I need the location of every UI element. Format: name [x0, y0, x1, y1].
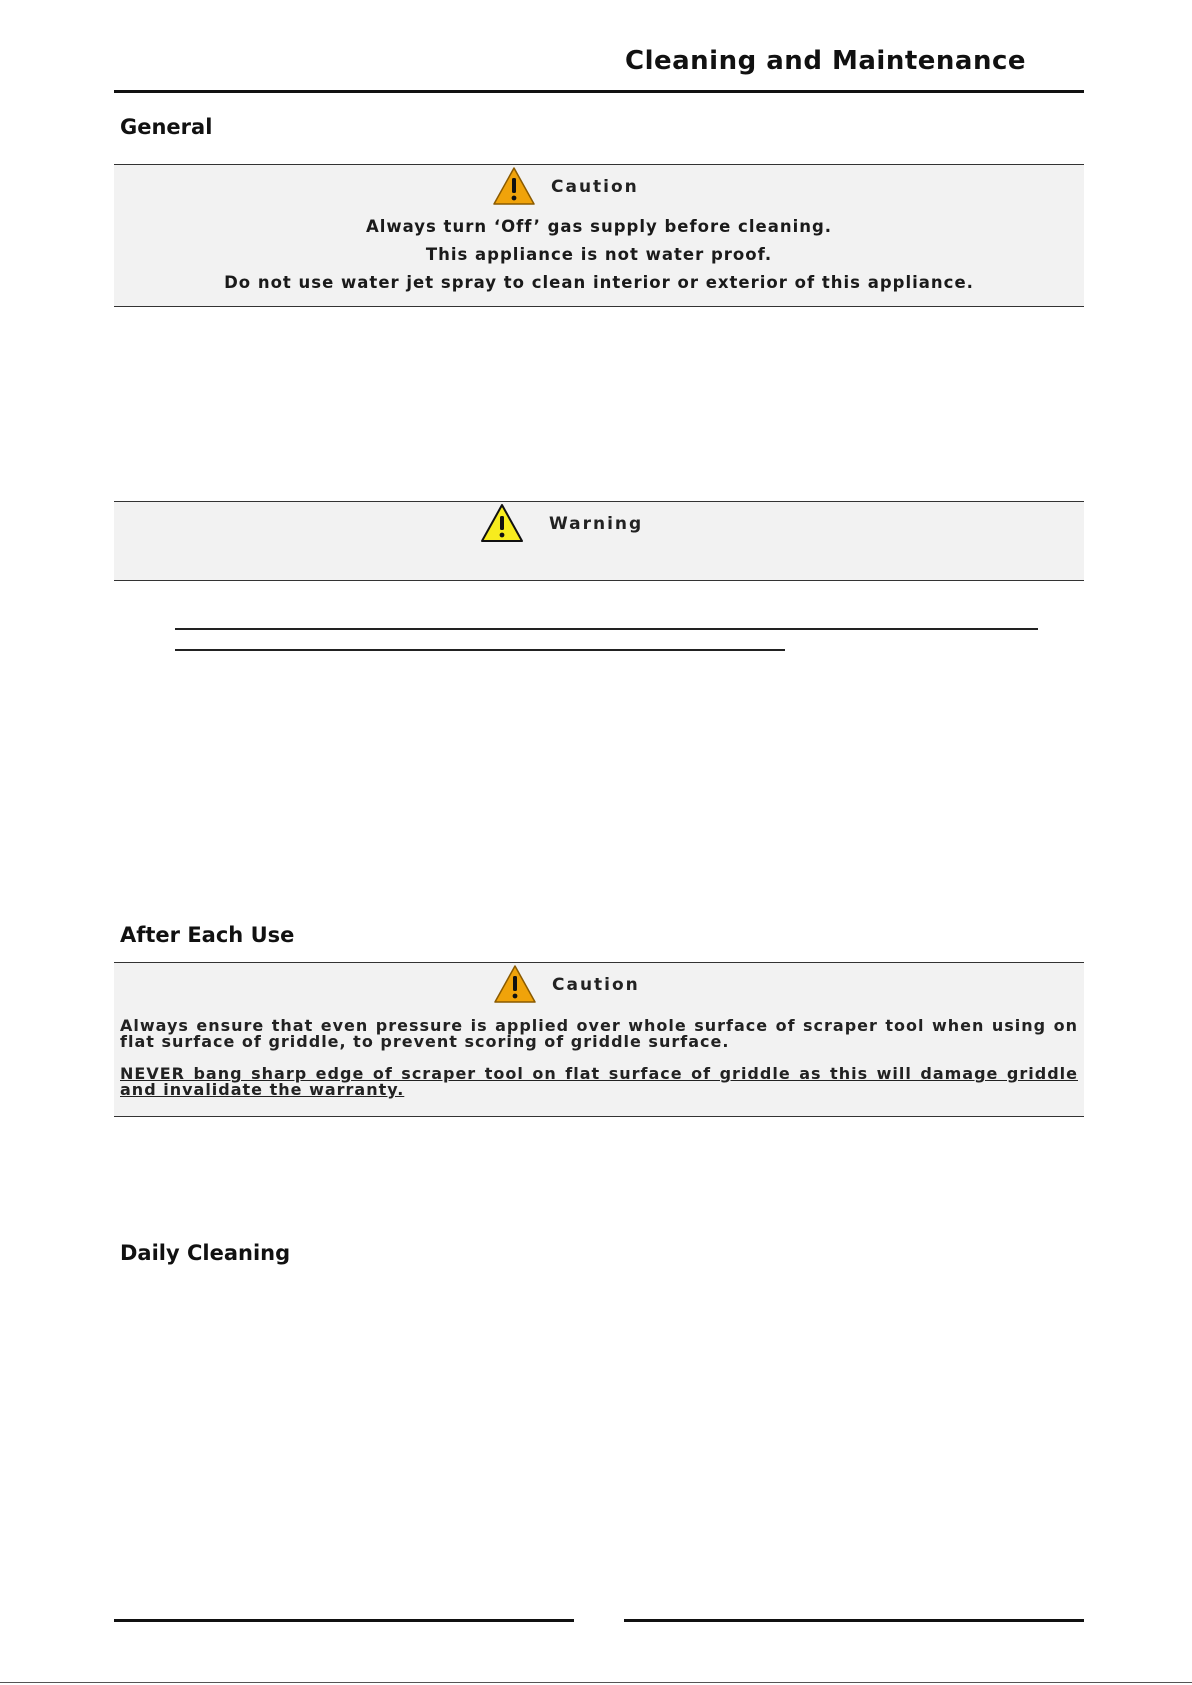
section-heading-after-each-use: After Each Use [120, 923, 295, 947]
caution-title: Caution [551, 177, 639, 197]
rule-line [175, 649, 785, 651]
caution-header [114, 165, 1084, 209]
rule-line [175, 628, 1038, 630]
warning-icon [480, 503, 524, 543]
caution-paragraph: Always ensure that even pressure is applied over whole surface of scraper tool when using on flat surface of griddle, to prevent scoring of griddle surface. [120, 1016, 1078, 1051]
caution-line: Always turn ‘Off’ gas supply before cleaning. [365, 217, 833, 236]
footer-rule-left [114, 1619, 574, 1622]
caution-title: Caution [552, 975, 640, 995]
caution-icon [493, 964, 537, 1004]
section-heading-general: General [120, 115, 213, 139]
caution-line: This appliance is not water proof. [425, 245, 773, 264]
caution-icon [492, 166, 536, 206]
footer-rule-right [624, 1619, 1084, 1622]
caution-header [114, 963, 1084, 1007]
caution-line: Do not use water jet spray to clean interior or exterior of this appliance. [224, 273, 974, 292]
caution-box-general [114, 164, 1084, 307]
page-bottom-edge [0, 1682, 1192, 1683]
caution-box-scraper [114, 962, 1084, 1117]
section-heading-daily-cleaning: Daily Cleaning [120, 1241, 291, 1265]
caution-paragraph-emphasis: NEVER bang sharp edge of scraper tool on flat surface of griddle as this will damage griddle and invalidate the warranty. [120, 1064, 1078, 1099]
warning-box [114, 501, 1084, 581]
warning-title: Warning [549, 514, 644, 534]
warning-header [114, 502, 1084, 546]
page-header [114, 46, 1084, 93]
page-title: Cleaning and Maintenance [625, 46, 1026, 76]
